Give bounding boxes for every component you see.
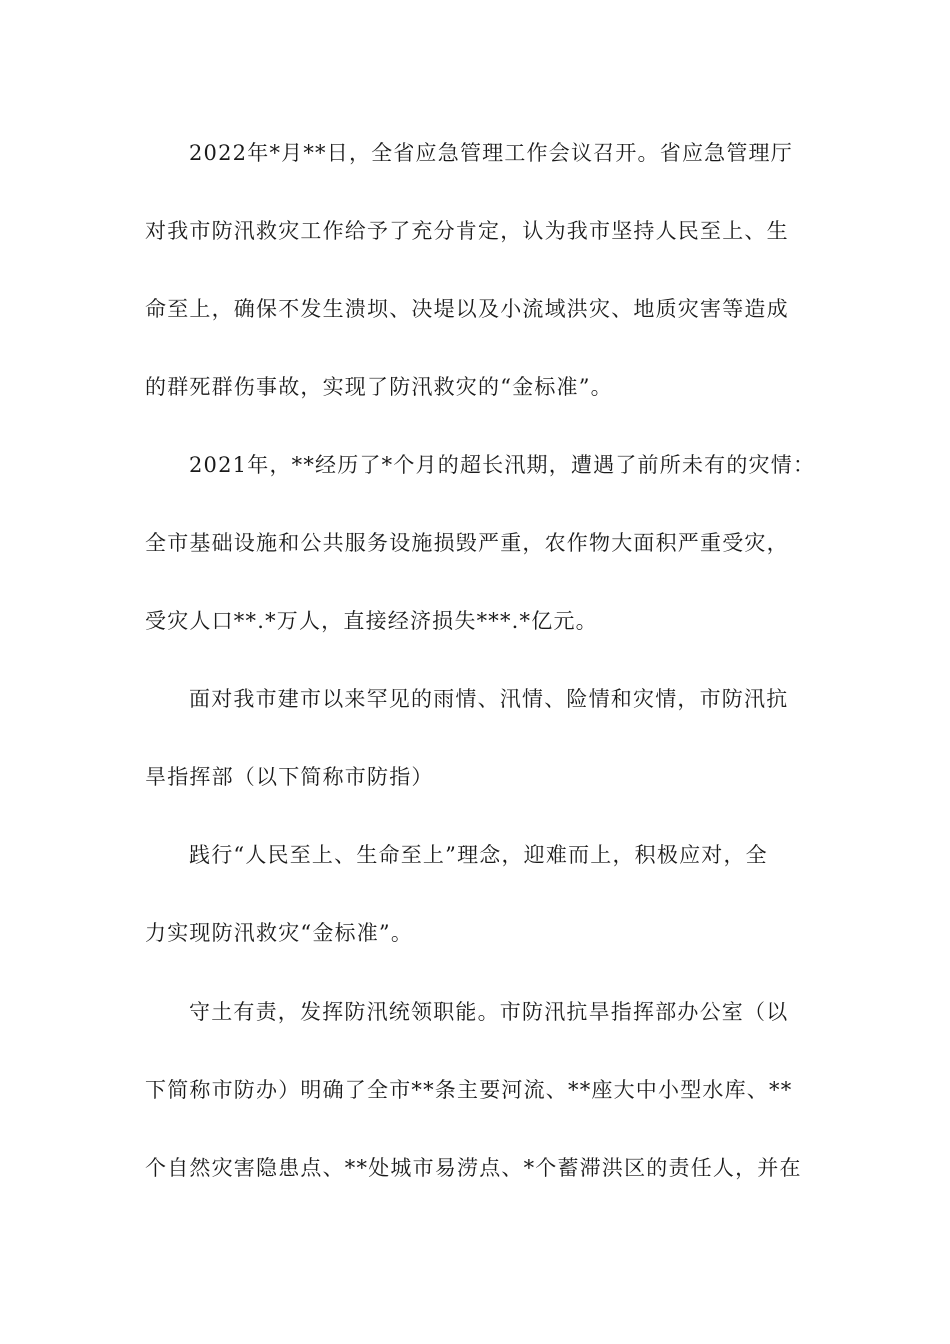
text-line: 力实现防汛救灾“金标准”。 (145, 921, 414, 945)
text-line: 2022年*月**日，全省应急管理工作会议召开。省应急管理厅 (189, 141, 793, 165)
text-line: 下简称市防办）明确了全市**条主要河流、**座大中小型水库、** (145, 1078, 793, 1102)
text-line: 践行“人民至上、生命至上”理念，迎难而上，积极应对，全 (189, 843, 768, 867)
text-line: 命至上，确保不发生溃坝、决堤以及小流域洪灾、地质灾害等造成 (145, 297, 789, 321)
text-line: 旱指挥部（以下简称市防指） (145, 765, 434, 789)
text-line: 对我市防汛救灾工作给予了充分肯定，认为我市坚持人民至上、生 (145, 219, 789, 243)
text-line: 2021年，**经历了*个月的超长汛期，遭遇了前所未有的灾情： (189, 453, 816, 477)
text-line: 守土有责，发挥防汛统领职能。市防汛抗旱指挥部办公室（以 (189, 1000, 789, 1024)
text-line: 受灾人口**.*万人，直接经济损失***.*亿元。 (145, 609, 598, 633)
text-line: 的群死群伤事故，实现了防汛救灾的“金标准”。 (145, 375, 613, 399)
text-line: 个自然灾害隐患点、**处城市易涝点、*个蓄滞洪区的责任人，并在 (145, 1156, 802, 1180)
text-line: 全市基础设施和公共服务设施损毁严重，农作物大面积严重受灾， (145, 531, 789, 555)
text-line: 面对我市建市以来罕见的雨情、汛情、险情和灾情，市防汛抗 (189, 687, 789, 711)
